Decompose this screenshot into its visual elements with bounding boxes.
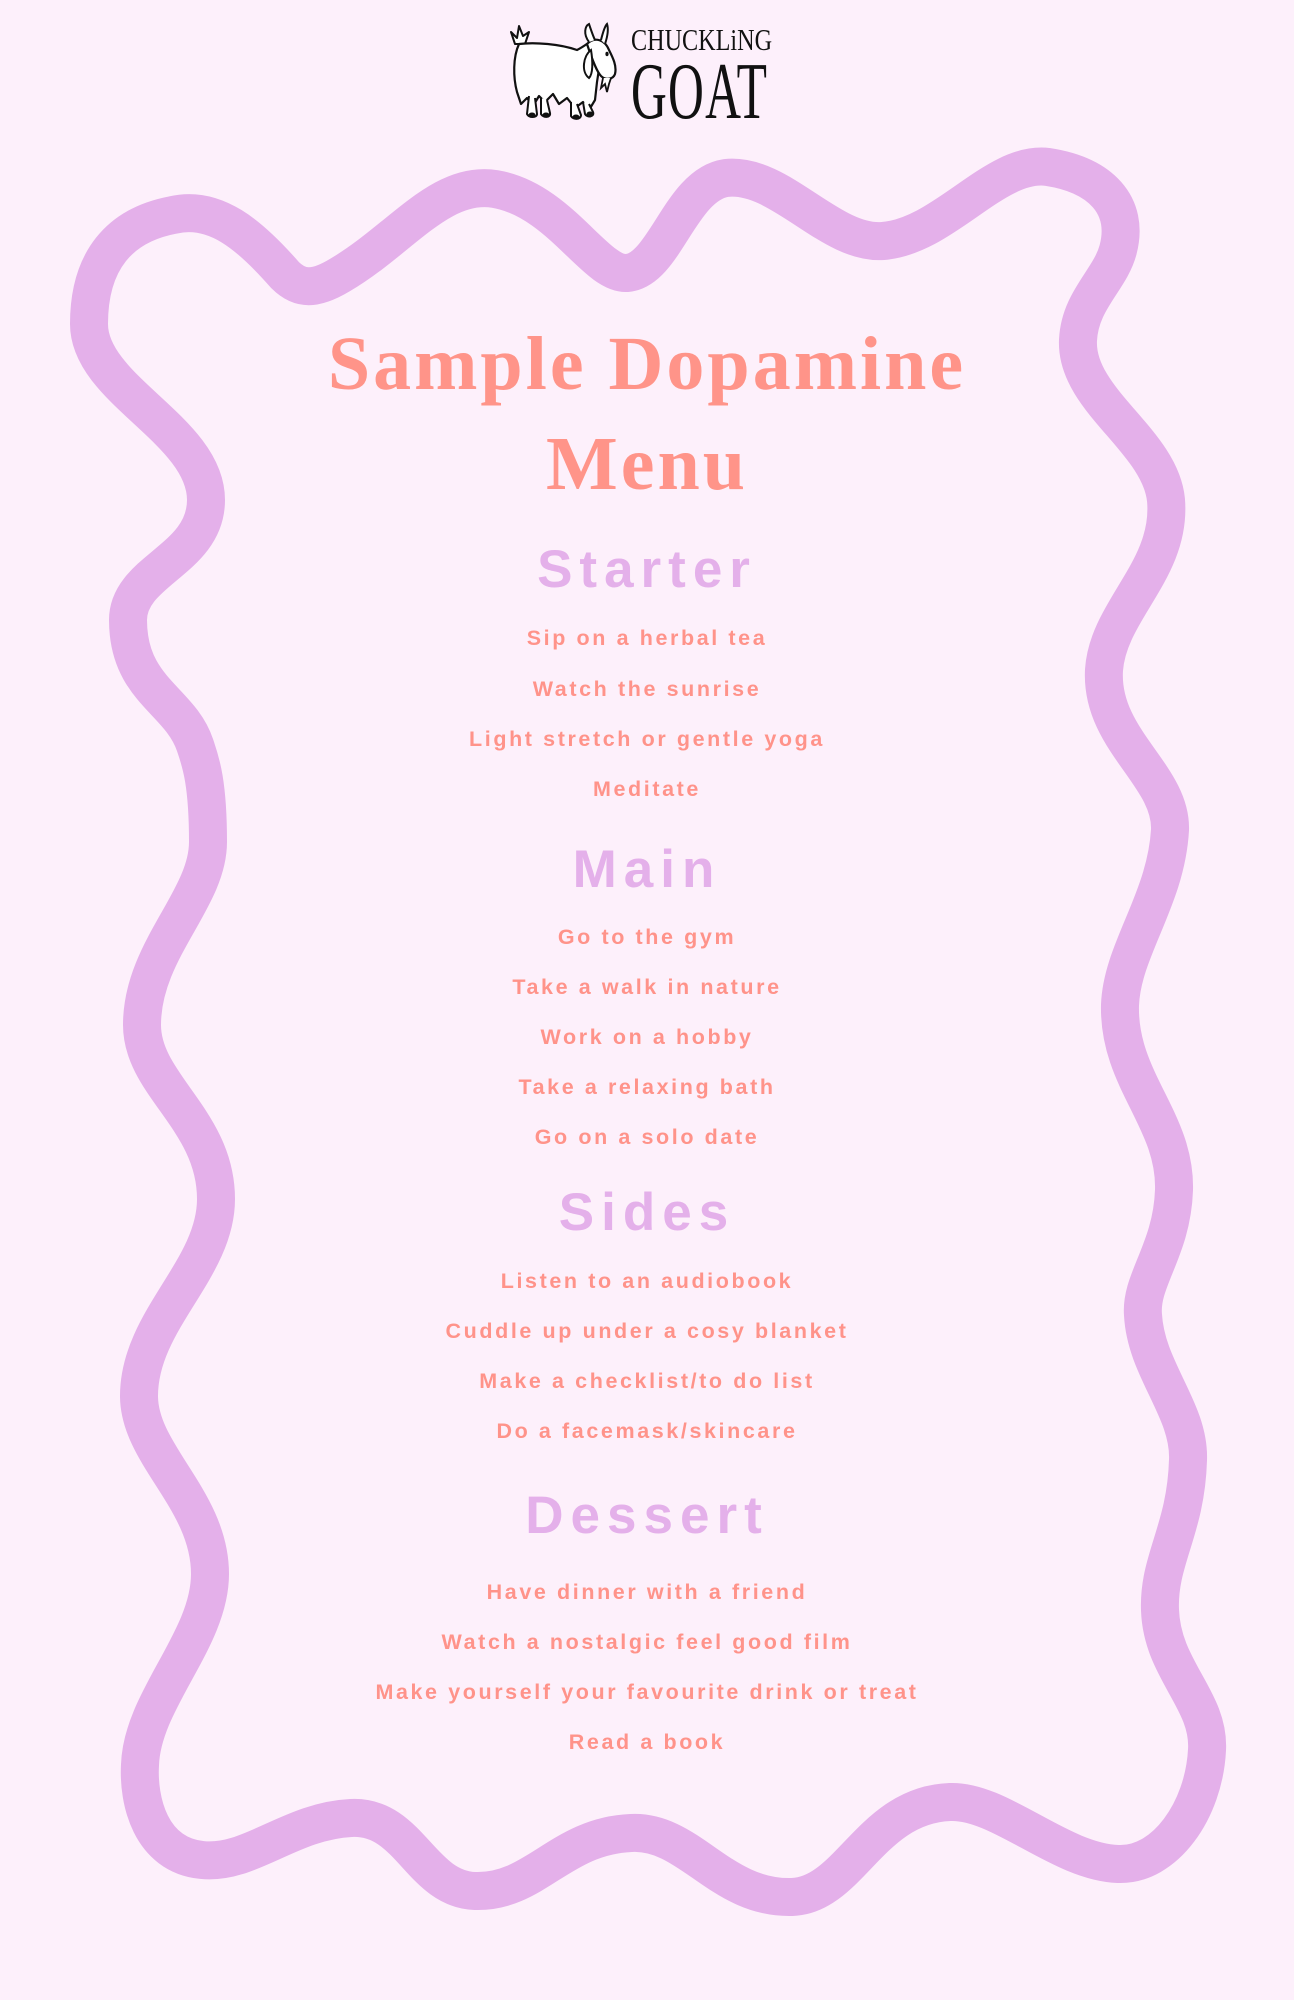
section-heading-sides: Sides: [558, 1183, 736, 1242]
menu-item: Watch the sunrise: [532, 677, 762, 701]
menu-item: Work on a hobby: [540, 1025, 754, 1049]
section-heading-dessert: Dessert: [525, 1486, 769, 1545]
menu-item: Cuddle up under a cosy blanket: [445, 1319, 849, 1343]
menu-item: Meditate: [592, 777, 701, 801]
menu-item: Light stretch or gentle yoga: [469, 727, 825, 751]
menu-item: Go to the gym: [557, 925, 737, 949]
menu-item: Make a checklist/to do list: [479, 1369, 815, 1393]
menu-item: Sip on a herbal tea: [526, 626, 768, 650]
brand-name-bottom: GOAT: [631, 48, 769, 136]
menu-item: Read a book: [568, 1730, 726, 1754]
page-title-line-2: Menu: [546, 422, 748, 506]
menu-item: Have dinner with a friend: [486, 1580, 808, 1604]
chuckling-goat-logo[interactable]: [500, 14, 800, 136]
page-title-line-1: Sample Dopamine: [327, 322, 967, 406]
menu-item: Watch a nostalgic feel good film: [441, 1630, 853, 1654]
menu-item: Make yourself your favourite drink or treat: [375, 1680, 919, 1704]
menu-item: Listen to an audiobook: [500, 1269, 794, 1293]
section-heading-main: Main: [572, 840, 722, 899]
menu-item: Take a walk in nature: [512, 975, 782, 999]
menu-item: Go on a solo date: [534, 1125, 760, 1149]
brand-name-top: CHUCKLiNG: [631, 22, 773, 57]
goat-icon: [505, 22, 617, 122]
menu-item: Do a facemask/skincare: [496, 1419, 798, 1443]
menu-item: Take a relaxing bath: [518, 1075, 776, 1099]
section-heading-starter: Starter: [537, 540, 757, 599]
